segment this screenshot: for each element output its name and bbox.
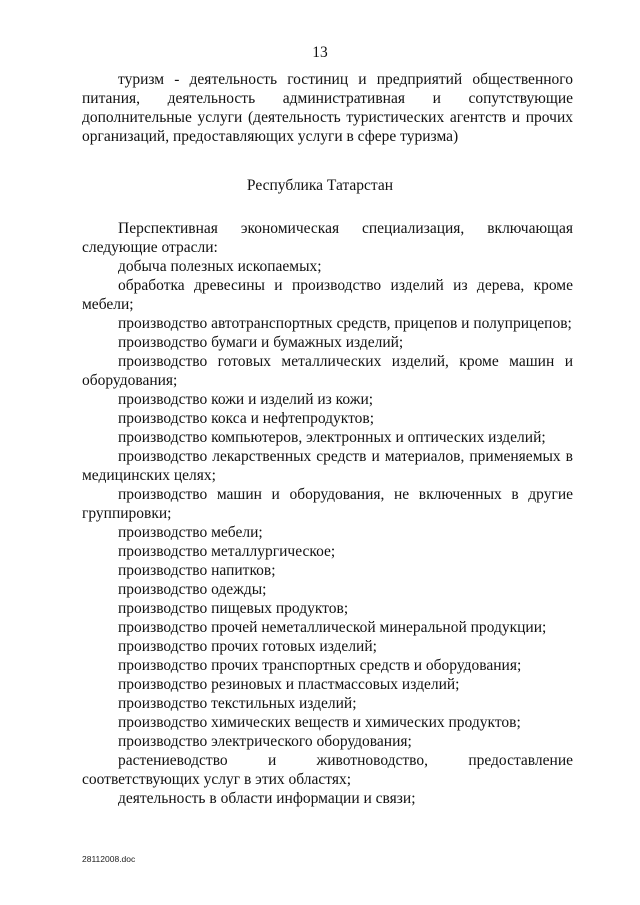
industry-list bbox=[82, 257, 573, 808]
list-item bbox=[82, 390, 573, 409]
list-item bbox=[82, 333, 573, 352]
list-item-line: производство прочих готовых изделий; bbox=[118, 638, 377, 655]
intro-line: дополнительные услуги (деятельность туристических агентств и прочих bbox=[82, 109, 573, 126]
list-item bbox=[82, 656, 573, 675]
list-item-line: соответствующих услуг в этих областях; bbox=[82, 771, 352, 788]
list-item-line: производство мебели; bbox=[118, 524, 263, 541]
list-item-line: медицинских целях; bbox=[82, 467, 216, 484]
intro-line: организаций, предоставляющих услуги в сфере туризма) bbox=[82, 128, 459, 145]
list-item-line: производство прочих транспортных средств и оборудования; bbox=[118, 657, 522, 674]
list-item-line: производство кокса и нефтепродуктов; bbox=[118, 410, 375, 427]
list-item bbox=[82, 675, 573, 694]
list-item-line: производство бумаги и бумажных изделий; bbox=[118, 334, 404, 351]
list-item bbox=[82, 694, 573, 713]
list-item-line: растениеводство и животноводство, предоставление bbox=[118, 752, 573, 769]
list-item-line: производство напитков; bbox=[118, 562, 276, 579]
list-item bbox=[82, 561, 573, 580]
list-item-line: мебели; bbox=[82, 296, 134, 313]
list-item-line: производство лекарственных средств и материалов, применяемых в bbox=[118, 448, 573, 465]
list-item-line: производство кожи и изделий из кожи; bbox=[118, 391, 374, 408]
list-item-line: производство металлургическое; bbox=[118, 543, 336, 560]
intro-line: питания, деятельность административная и сопутствующие bbox=[82, 90, 573, 107]
list-item-line: производство автотранспортных средств, прицепов и полуприцепов; bbox=[118, 315, 572, 332]
list-item-line: производство машин и оборудования, не включенных в другие bbox=[118, 486, 573, 503]
list-item-line: производство пищевых продуктов; bbox=[118, 600, 349, 617]
list-item-line: производство резиновых и пластмассовых изделий; bbox=[118, 676, 460, 693]
list-item-line: группировки; bbox=[82, 505, 172, 522]
list-item-line: оборудования; bbox=[82, 372, 178, 389]
list-item bbox=[82, 409, 573, 428]
intro-paragraph bbox=[82, 70, 573, 146]
section-heading: Республика Татарстан bbox=[246, 177, 394, 194]
list-item-line: производство химических веществ и химических продуктов; bbox=[118, 714, 521, 731]
list-item bbox=[82, 732, 573, 751]
page-number: 13 bbox=[312, 44, 328, 61]
list-item bbox=[82, 276, 573, 314]
list-item-line: производство прочей неметаллической минеральной продукции; bbox=[118, 619, 547, 636]
list-item-line: производство текстильных изделий; bbox=[118, 695, 357, 712]
list-item bbox=[82, 485, 573, 523]
list-item-line: обработка древесины и производство изделий из дерева, кроме bbox=[118, 277, 573, 294]
list-item-line: производство электрического оборудования; bbox=[118, 733, 412, 750]
list-item bbox=[82, 713, 573, 732]
lead-line: следующие отрасли: bbox=[82, 239, 218, 256]
file-name: 28112008.doc bbox=[82, 854, 136, 864]
list-item bbox=[82, 447, 573, 485]
list-item bbox=[82, 428, 573, 447]
list-item-line: производство компьютеров, электронных и оптических изделий; bbox=[118, 429, 546, 446]
list-item-line: добыча полезных ископаемых; bbox=[118, 258, 322, 275]
list-item bbox=[82, 542, 573, 561]
list-item-line: производство готовых металлических изделий, кроме машин и bbox=[118, 353, 573, 370]
list-item bbox=[82, 637, 573, 656]
lead-paragraph bbox=[82, 219, 573, 257]
list-item-line: деятельность в области информации и связи; bbox=[118, 790, 416, 807]
list-item bbox=[82, 523, 573, 542]
list-item bbox=[82, 618, 573, 637]
list-item bbox=[82, 314, 573, 333]
list-item-line: производство одежды; bbox=[118, 581, 267, 598]
list-item bbox=[82, 599, 573, 618]
intro-line: туризм - деятельность гостиниц и предприятий общественного bbox=[118, 71, 573, 88]
list-item bbox=[82, 257, 573, 276]
list-item bbox=[82, 789, 573, 808]
list-item bbox=[82, 580, 573, 599]
list-item bbox=[82, 751, 573, 789]
lead-line: Перспективная экономическая специализация, включающая bbox=[118, 220, 573, 237]
list-item bbox=[82, 352, 573, 390]
